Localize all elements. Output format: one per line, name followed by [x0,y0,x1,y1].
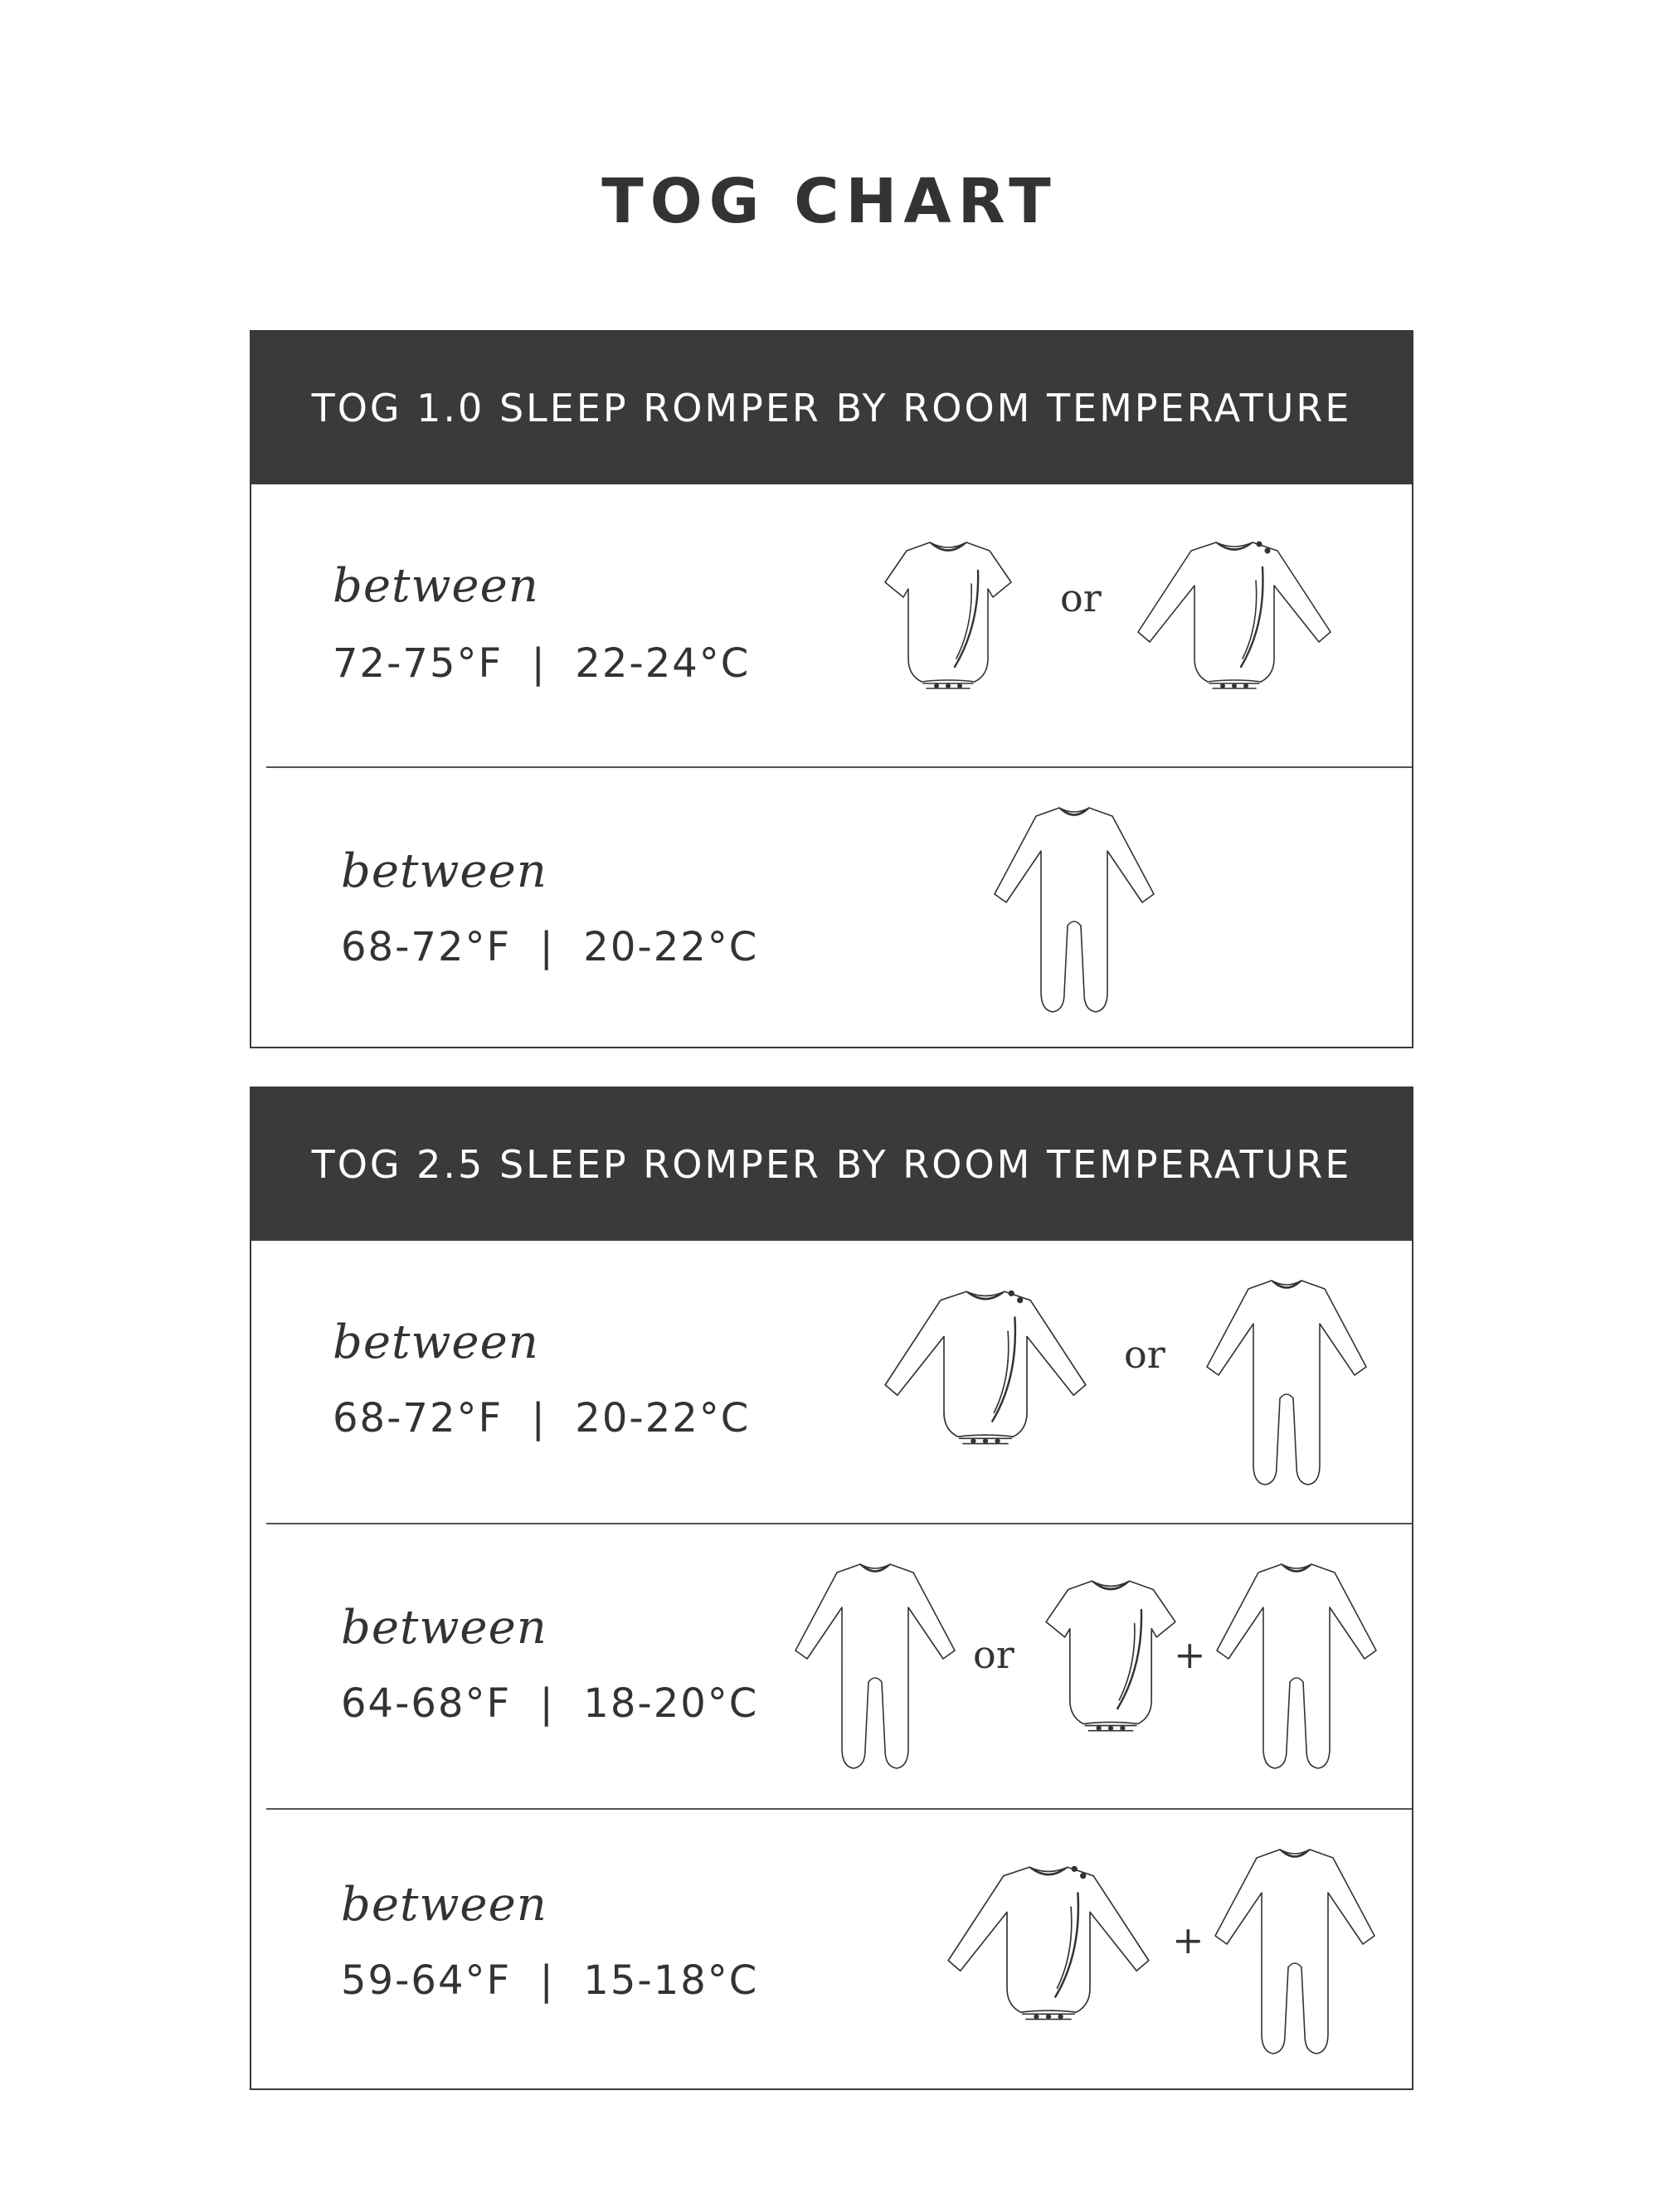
between-label: between [333,1315,539,1369]
plus-connector: + [1174,1632,1206,1677]
temperature-row [251,484,1412,766]
temperature-row [251,1524,1412,1806]
or-connector: or [1124,1332,1165,1377]
footed-sleepsuit-icon [1214,1558,1379,1773]
temperature-range: 59-64°F | 15-18°C [341,1957,759,2004]
footed-sleepsuit-icon [792,1558,958,1773]
long-sleeve-bodysuit-icon [882,1282,1089,1456]
temperature-range: 68-72°F | 20-22°C [333,1395,751,1441]
tog-1-panel [250,330,1413,1048]
footed-sleepsuit-icon [1204,1274,1370,1490]
temperature-range: 64-68°F | 18-20°C [341,1680,759,1727]
panel-header: TOG 2.5 SLEEP ROMPER BY ROOM TEMPERATURE [251,1088,1412,1241]
footed-sleepsuit-icon [1212,1843,1378,2059]
long-sleeve-bodysuit-icon [1135,534,1334,700]
long-sleeve-bodysuit-icon [945,1858,1152,2032]
short-sleeve-bodysuit-icon [882,534,1014,700]
between-label: between [341,1601,547,1655]
tog-2-5-panel [250,1087,1413,2090]
panel-header: TOG 1.0 SLEEP ROMPER BY ROOM TEMPERATURE [251,332,1412,484]
page-title: TOG CHART [601,166,1058,237]
temperature-range: 72-75°F | 22-24°C [333,640,751,687]
footed-sleepsuit-icon [991,801,1157,1017]
or-connector: or [1060,576,1102,620]
temperature-range: 68-72°F | 20-22°C [341,924,759,970]
between-label: between [341,844,547,898]
between-label: between [333,559,539,613]
plus-connector: + [1172,1918,1204,1962]
temperature-row [251,768,1412,1048]
temperature-row [251,1810,1412,2090]
short-sleeve-bodysuit-icon [1036,1573,1185,1743]
temperature-row [251,1241,1412,1523]
or-connector: or [973,1632,1014,1677]
between-label: between [341,1878,547,1932]
